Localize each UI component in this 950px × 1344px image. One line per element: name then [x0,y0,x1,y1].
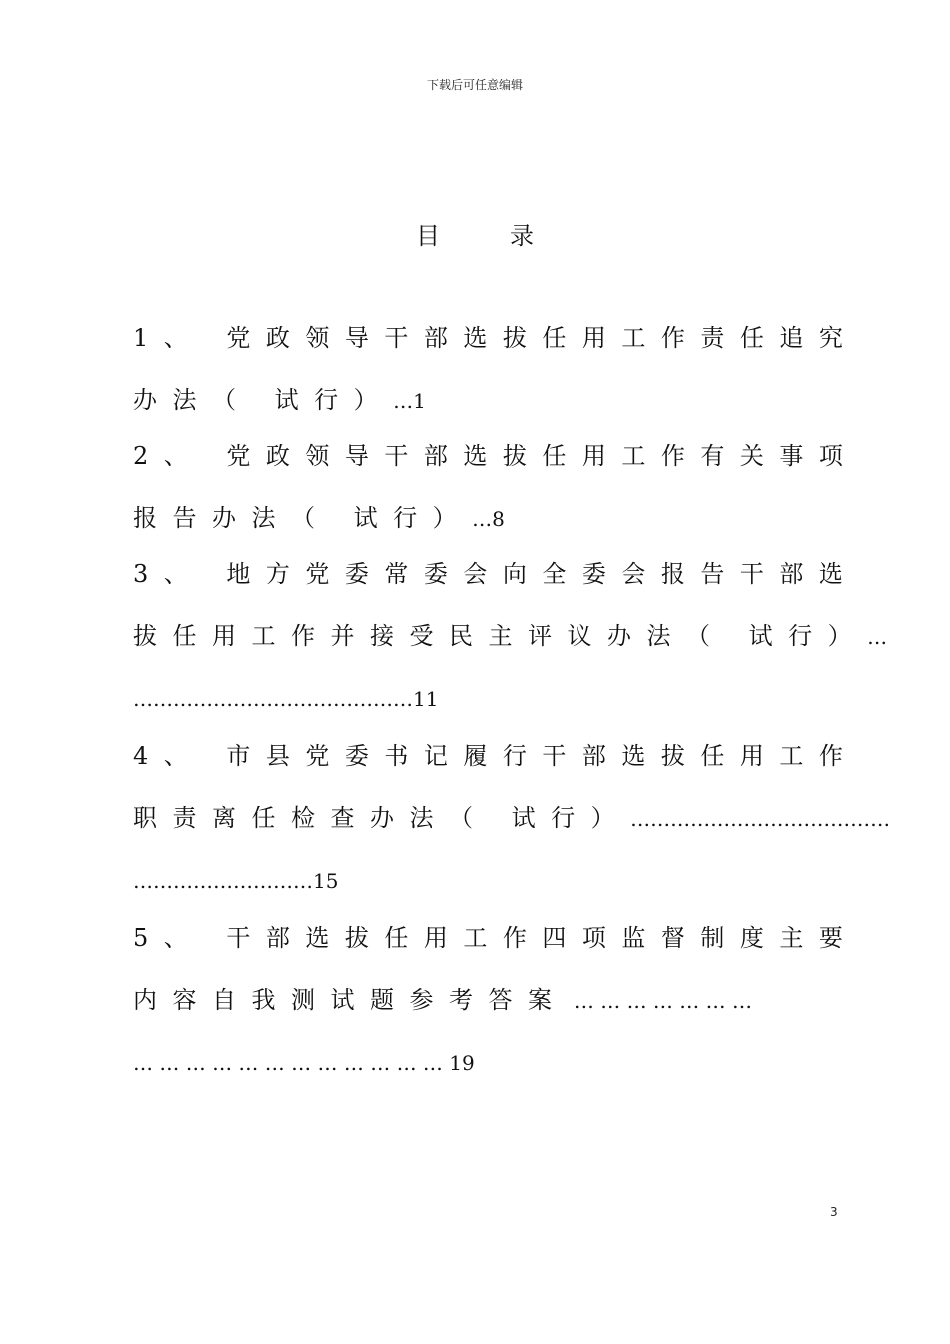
toc-line [133,616,888,656]
toc-line [133,918,859,958]
toc-line [133,498,833,538]
toc-title: 目录 [416,222,604,250]
toc-leader-dots: …………………………………… [133,687,413,711]
toc-line-text: 4、 市县党委书记履行干部选拔任用工作 [133,742,859,770]
toc-line [133,1042,833,1082]
toc-leader-dots: … [472,507,493,531]
toc-line-text: 3、 地方党委常委会向全委会报告干部选 [133,560,859,588]
toc-line [133,798,891,838]
toc-leader-dots: … [393,389,414,413]
toc-line [133,318,859,358]
toc-leader-dots: ……………………… [133,869,313,893]
toc-line [133,678,833,718]
page-number: 3 [830,1205,838,1219]
toc-line [133,736,859,776]
toc-line-text: 2、 党政领导干部选拔任用工作有关事项 [133,442,859,470]
page-header-note: 下载后可任意编辑 [426,78,523,92]
toc-line-text: 报告办法（ 试行） [133,504,473,532]
toc-leader-dots: ………………………………… [630,807,891,831]
toc-leader-dots: … [867,625,888,649]
toc-leader-dots: … … … … … … … [567,989,753,1013]
toc-page-ref: 15 [313,869,339,893]
toc-line-text: 5、 干部选拔任用工作四项监督制度主要 [133,924,859,952]
toc-page-ref: 19 [449,1051,475,1075]
toc-line-text: 1、 党政领导干部选拔任用工作责任追究 [133,324,859,352]
toc-page-ref: 8 [492,507,505,531]
toc-line [133,860,833,900]
toc-line [133,554,859,594]
toc-line [133,980,833,1020]
toc-line-text: 职责离任检查办法（ 试行） [133,804,631,832]
toc-line [133,436,859,476]
toc-leader-dots: … … … … … … … … … … … … [133,1051,450,1075]
toc-page-ref: 11 [413,687,439,711]
toc-line-text: 内容自我测试题参考答案 [133,986,568,1014]
toc-line [133,380,833,420]
toc-line-text: 办法（ 试行） [133,386,394,414]
toc-page-ref: 1 [413,389,426,413]
toc-line-text: 拔任用工作并接受民主评议办法（ 试行） [133,622,868,650]
